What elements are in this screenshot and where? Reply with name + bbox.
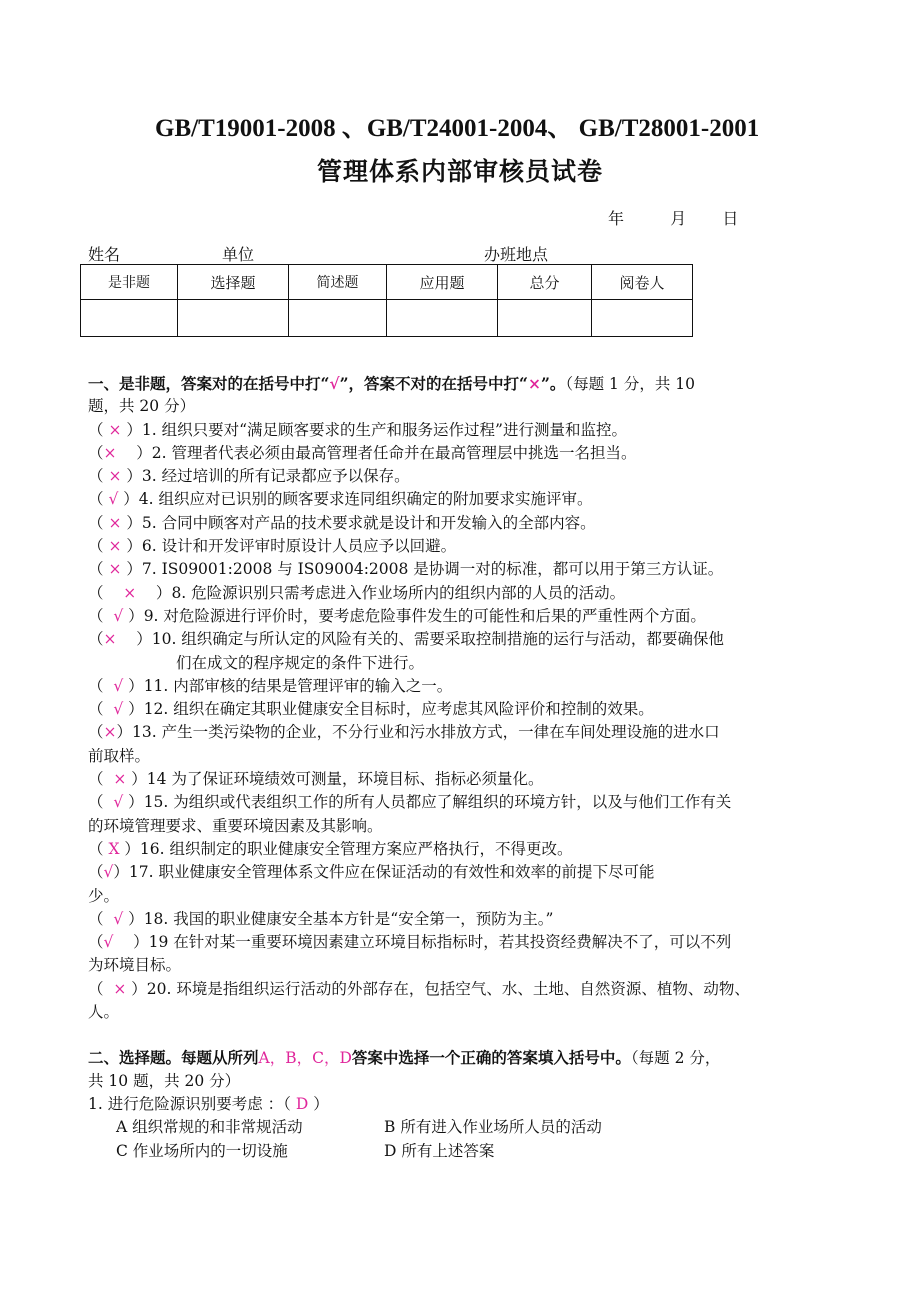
answer-bracket-close: ）	[121, 467, 142, 486]
score-value-row	[81, 300, 693, 337]
true-false-item	[88, 791, 848, 814]
true-false-item	[88, 838, 848, 861]
question-1-text: 1. 进行危险源识别要考虑 ：（	[88, 1094, 296, 1113]
statement-text: 16. 组织制定的职业健康安全管理方案应严格执行，不得更改。	[139, 839, 573, 858]
statement-text: 1. 组织只要对“满足顾客要求的生产和服务运作过程”进行测量和监控。	[141, 420, 627, 439]
statement-text: 11. 内部审核的结果是管理评审的输入之一。	[143, 676, 453, 695]
score-table	[80, 264, 693, 337]
answer-mark[interactable]: √	[113, 793, 124, 812]
answer-mark[interactable]: ×	[113, 770, 127, 789]
item-continuation: 人。	[88, 1003, 120, 1022]
exam-body	[88, 372, 848, 1163]
answer-bracket-close: ）	[116, 443, 152, 462]
score-cell[interactable]	[498, 300, 592, 337]
answer-bracket-open: （	[88, 933, 104, 952]
answer-mark[interactable]: √	[103, 933, 114, 952]
item-continuation: 少。	[88, 886, 120, 905]
section1-heading-text-c: ”。	[540, 374, 566, 393]
true-false-item	[88, 512, 848, 535]
answer-bracket-close: ）	[126, 979, 147, 998]
item-continuation: 前取样。	[88, 746, 151, 765]
score-header-choice: 选择题	[178, 265, 289, 300]
answer-bracket-close: ）	[116, 630, 152, 649]
true-false-item	[88, 931, 848, 954]
true-false-item	[88, 698, 848, 721]
answer-mark[interactable]: √	[108, 490, 119, 509]
answer-bracket-open: （	[88, 723, 104, 742]
section1-heading-text-a: 一、是非题，答案对的在括号中打“	[88, 374, 330, 393]
item-continuation: 们在成文的程序规定的条件下进行。	[176, 653, 425, 672]
answer-mark[interactable]: ×	[108, 467, 122, 486]
date-year: 年	[608, 209, 625, 228]
true-false-item	[88, 582, 848, 605]
score-cell[interactable]	[81, 300, 178, 337]
statement-text: 17. 职业健康安全管理体系文件应在保证活动的有效性和效率的前提下尽可能	[128, 863, 655, 882]
options-letters: A，B，C，D	[258, 1049, 352, 1068]
answer-bracket-open: （	[88, 583, 124, 602]
exam-title: 管理体系内部审核员试卷	[316, 157, 603, 186]
question-1-options-row-2	[88, 1140, 848, 1163]
score-cell[interactable]	[387, 300, 498, 337]
exam-title-standards: GB/T19001-2008 、GB/T24001-2004、 GB/T28001-2001	[155, 115, 760, 142]
statement-text: 15. 为组织或代表组织工作的所有人员都应了解组织的环境方针，以及与他们工作有关	[143, 793, 732, 812]
section1-scoring-note-cont: 题，共 20 分）	[88, 397, 196, 416]
answer-bracket-close: ）	[123, 676, 144, 695]
statement-text: 14 为了保证环境绩效可测量，环境目标、指标必须量化。	[146, 770, 544, 789]
option-c[interactable]: C 作业场所内的一切设施	[116, 1141, 288, 1160]
score-cell[interactable]	[289, 300, 387, 337]
statement-text: 2. 管理者代表必须由最高管理者任命并在最高管理层中挑选一名担当。	[151, 443, 637, 462]
score-header-short-answer: 简述题	[289, 265, 387, 300]
answer-bracket-open: （	[88, 443, 104, 462]
answer-bracket-close: ）	[121, 537, 142, 556]
section1-heading	[88, 372, 848, 395]
answer-mark[interactable]: ×	[103, 443, 117, 462]
answer-mark[interactable]: √	[113, 909, 124, 928]
answer-bracket-open: （	[88, 420, 109, 439]
answer-bracket-open: （	[88, 630, 104, 649]
score-header-total: 总分	[498, 265, 592, 300]
section2-heading-text-a: 二、选择题。每题从所列	[88, 1048, 259, 1068]
true-false-item	[88, 628, 848, 651]
answer-bracket-open: （	[88, 513, 109, 532]
section2-scoring-note-cont: 共 10 题，共 20 分）	[88, 1071, 241, 1090]
true-false-item	[88, 908, 848, 931]
true-false-item	[88, 768, 848, 791]
unit-label: 单位	[222, 245, 255, 264]
true-false-item	[88, 675, 848, 698]
answer-bracket-close: ）	[136, 583, 172, 602]
item-continuation: 的环境管理要求、重要环境因素及其影响。	[88, 816, 383, 835]
answer-bracket-open: （	[88, 537, 109, 556]
section2-heading-text-b: 答案中选择一个正确的答案填入括号中。	[351, 1048, 631, 1068]
statement-text: 12. 组织在确定其职业健康安全目标时，应考虑其风险评价和控制的效果。	[143, 700, 654, 719]
answer-mark[interactable]: ×	[108, 560, 122, 579]
answer-bracket-close: ）	[126, 770, 147, 789]
item-continuation: 为环境目标。	[88, 956, 182, 975]
answer-bracket-open: （	[88, 467, 109, 486]
answer-bracket-open: （	[88, 979, 114, 998]
answer-mark[interactable]: ×	[108, 537, 122, 556]
score-header-row	[81, 265, 693, 300]
answer-bracket-close: ）	[123, 606, 144, 625]
answer-mark[interactable]: √	[113, 700, 124, 719]
answer-bracket-open: （	[88, 770, 114, 789]
true-false-item	[88, 605, 848, 628]
answer-bracket-close: ）	[121, 420, 142, 439]
true-false-item	[88, 861, 848, 884]
section1-heading-text-b: ”，答案不对的在括号中打“	[339, 374, 528, 393]
option-a[interactable]: A 组织常规的和非常规活动	[116, 1118, 303, 1137]
section1-scoring-note: （每题 1 分，共 10	[565, 375, 695, 393]
question-1-answer[interactable]: D	[295, 1094, 309, 1113]
score-header-grader: 阅卷人	[592, 265, 693, 300]
section1-items	[88, 419, 848, 1025]
check-mark-icon: √	[329, 374, 340, 393]
answer-mark[interactable]: ×	[108, 420, 122, 439]
answer-bracket-close: ）	[123, 909, 144, 928]
option-d[interactable]: D 所有上述答案	[384, 1141, 495, 1160]
score-cell[interactable]	[592, 300, 693, 337]
candidate-info	[88, 242, 692, 265]
answer-bracket-close: ）	[116, 723, 133, 742]
answer-mark[interactable]: ×	[103, 630, 117, 649]
true-false-item	[88, 535, 848, 558]
answer-bracket-close: ）	[113, 863, 129, 882]
answer-mark[interactable]: ×	[123, 583, 137, 602]
true-false-item	[88, 465, 848, 488]
answer-mark[interactable]: √	[113, 606, 124, 625]
statement-text: 6. 设计和开发评审时原设计人员应予以回避。	[141, 537, 457, 556]
answer-bracket-close: ）	[121, 560, 142, 579]
answer-bracket-open: （	[88, 839, 109, 858]
true-false-item	[88, 558, 848, 581]
question-1-options-row-1	[88, 1116, 848, 1139]
answer-bracket-close: ）	[119, 839, 140, 858]
answer-mark[interactable]: ×	[108, 513, 122, 532]
statement-text: 19 在针对某一重要环境因素建立环境目标指标时，若其投资经费解决不了，可以不列	[148, 933, 732, 952]
question-1-close: ）	[308, 1094, 329, 1113]
answer-bracket-open: （	[88, 700, 114, 719]
section2-scoring-note: （每题 2 分，	[630, 1049, 721, 1068]
section2-heading	[88, 1046, 848, 1069]
statement-text: 8. 危险源识别只需考虑进入作业场所内的组织内部的人员的活动。	[171, 583, 626, 602]
option-b[interactable]: B 所有进入作业场所人员的活动	[384, 1118, 602, 1137]
class-location-field[interactable]	[548, 246, 692, 265]
score-header-application: 应用题	[387, 265, 498, 300]
answer-bracket-open: （	[88, 490, 109, 509]
statement-text: 4. 组织应对已识别的顾客要求连同组织确定的附加要求实施评审。	[138, 490, 593, 509]
answer-bracket-open: （	[88, 793, 114, 812]
answer-bracket-open: （	[88, 863, 104, 882]
answer-bracket-open: （	[88, 606, 114, 625]
name-label: 姓名	[88, 245, 121, 264]
statement-text: 9. 对危险源进行评价时，要考虑危险事件发生的可能性和后果的严重性两个方面。	[143, 606, 706, 625]
name-field[interactable]	[120, 246, 222, 265]
statement-text: 3. 经过培训的所有记录都应予以保存。	[141, 467, 410, 486]
answer-bracket-close: ）	[123, 793, 144, 812]
true-false-item	[88, 978, 848, 1001]
date-line	[608, 206, 738, 229]
question-1	[88, 1093, 848, 1116]
answer-bracket-close: ）	[123, 700, 144, 719]
true-false-item	[88, 419, 848, 442]
answer-bracket-open: （	[88, 560, 109, 579]
answer-bracket-close: ）	[121, 513, 142, 532]
answer-mark[interactable]: ×	[113, 979, 127, 998]
answer-mark[interactable]: √	[113, 676, 124, 695]
answer-bracket-open: （	[88, 909, 114, 928]
answer-bracket-open: （	[88, 676, 114, 695]
statement-text: 13. 产生一类污染物的企业，不分行业和污水排放方式，一律在车间处理设施的进水口	[132, 723, 720, 742]
true-false-item	[88, 721, 848, 744]
date-day: 日	[722, 209, 739, 228]
answer-bracket-close: ）	[113, 933, 149, 952]
date-month: 月	[670, 209, 687, 228]
statement-text: 7. IS09001:2008 与 IS09004:2008 是协调一对的标准，都可以用于第三方认证。	[141, 560, 724, 579]
class-location-label: 办班地点	[484, 245, 549, 264]
answer-mark[interactable]: X	[108, 839, 120, 858]
true-false-item	[88, 442, 848, 465]
score-header-true-false: 是非题	[81, 265, 178, 300]
statement-text: 18. 我国的职业健康安全基本方针是“安全第一，预防为主。”	[143, 909, 554, 928]
true-false-item	[88, 488, 848, 511]
statement-text: 20. 环境是指组织运行活动的外部存在，包括空气、水、土地、自然资源、植物、动物、	[146, 979, 750, 998]
answer-bracket-close: ）	[118, 490, 139, 509]
unit-field[interactable]	[254, 246, 484, 265]
answer-mark[interactable]: √	[103, 863, 114, 882]
score-cell[interactable]	[178, 300, 289, 337]
statement-text: 5. 合同中顾客对产品的技术要求就是设计和开发输入的全部内容。	[141, 513, 596, 532]
statement-text: 10. 组织确定与所认定的风险有关的、需要采取控制措施的运行与活动，都要确保他	[151, 630, 724, 649]
cross-mark-icon: ×	[527, 374, 541, 393]
answer-mark[interactable]: ×	[103, 723, 117, 742]
